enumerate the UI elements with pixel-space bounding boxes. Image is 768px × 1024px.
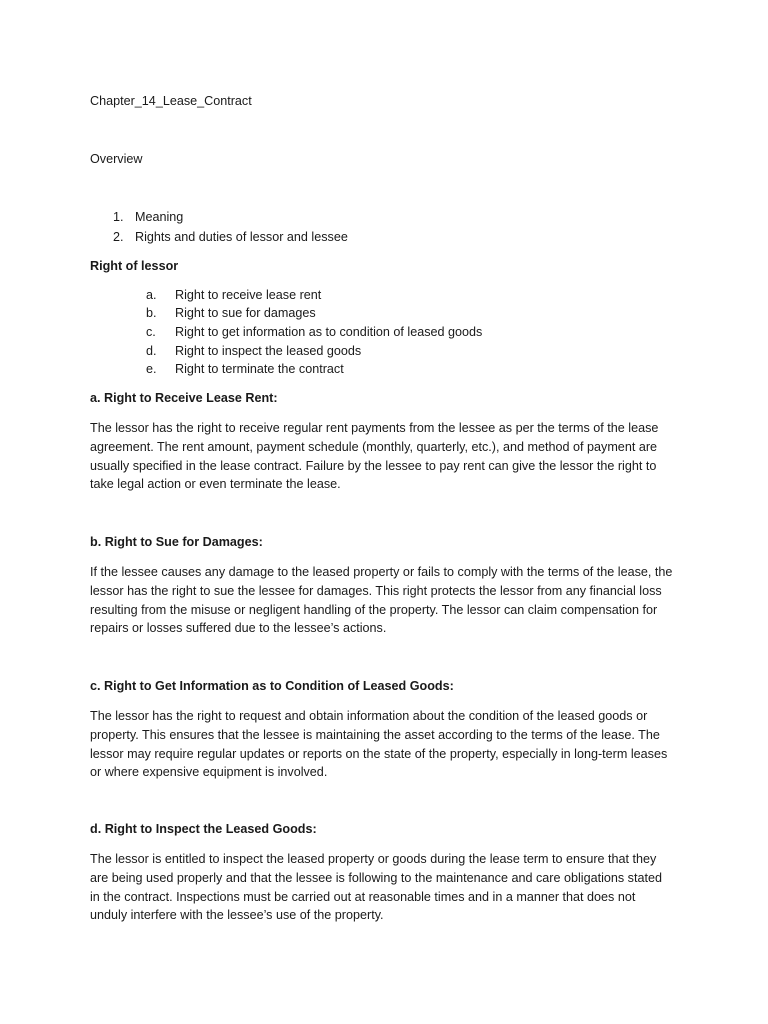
list-marker: d. [146,344,157,358]
section-paragraph [90,850,682,925]
paragraph-line: agreement. The rent amount, payment schedule (monthly, quarterly, etc.), and method of payment are [90,439,658,454]
section-paragraph [90,707,682,782]
section-heading: b. Right to Sue for Damages: [90,535,263,549]
paragraph-line: repairs or losses suffered due to the lessee’s actions. [90,621,387,636]
overview-label: Overview [90,152,143,166]
list-marker: b. [146,306,157,320]
paragraph-line: unduly interfere with the lessee’s use of the property. [90,908,384,923]
paragraph-line: or where expensive equipment is involved. [90,765,328,780]
paragraph-line: If the lessee causes any damage to the leased property or fails to comply with the terms of the lease, the [90,565,673,579]
paragraph-line: lessor may require regular updates or reports on the state of the property, especially in long-term leases [90,746,668,761]
list-marker: 1. [113,210,124,224]
section-heading: a. Right to Receive Lease Rent: [90,391,278,405]
list-marker: c. [146,325,156,339]
list-item-text: Right to receive lease rent [175,288,322,302]
paragraph-line: usually specified in the lease contract. Failure by the lessee to pay rent can give the lessor the right to [90,458,657,473]
rights-heading: Right of lessor [90,259,179,273]
paragraph-line: take legal action or even terminate the lease. [90,477,341,492]
list-item-text: Right to sue for damages [175,306,316,320]
paragraph-line: property. This ensures that the lessee is maintaining the asset according to the terms of the lease. The [90,727,660,742]
list-marker: 2. [113,230,124,244]
list-item-text: Right to get information as to condition of leased goods [175,325,483,339]
section-paragraph [90,563,682,638]
list-item-text: Rights and duties of lessor and lessee [135,230,348,244]
paragraph-line: are being used properly and that the lessee is following to the maintenance and care obligations stated [90,870,662,885]
paragraph-line: The lessor has the right to request and obtain information about the condition of the leased goods or [90,709,648,723]
section-heading: c. Right to Get Information as to Condition of Leased Goods: [90,679,454,693]
paragraph-line: The lessor is entitled to inspect the leased property or goods during the lease term to ensure that they [90,852,657,866]
paragraph-line: The lessor has the right to receive regular rent payments from the lessee as per the terms of the lease [90,421,659,435]
list-item-text: Right to inspect the leased goods [175,344,362,358]
paragraph-line: in the contract. Inspections must be carried out at reasonable times and in a manner that does not [90,889,636,904]
section-paragraph [90,419,682,494]
list-marker: e. [146,362,157,376]
document-title: Chapter_14_Lease_Contract [90,94,252,108]
list-marker: a. [146,288,157,302]
list-item-text: Meaning [135,210,184,224]
list-item-text: Right to terminate the contract [175,362,344,376]
section-heading: d. Right to Inspect the Leased Goods: [90,822,317,836]
paragraph-line: lessor has the right to sue the lessee for damages. This right protects the lessor from any financial loss [90,583,662,598]
paragraph-line: resulting from the misuse or negligent handling of the property. The lessor can claim compensation for [90,602,658,617]
